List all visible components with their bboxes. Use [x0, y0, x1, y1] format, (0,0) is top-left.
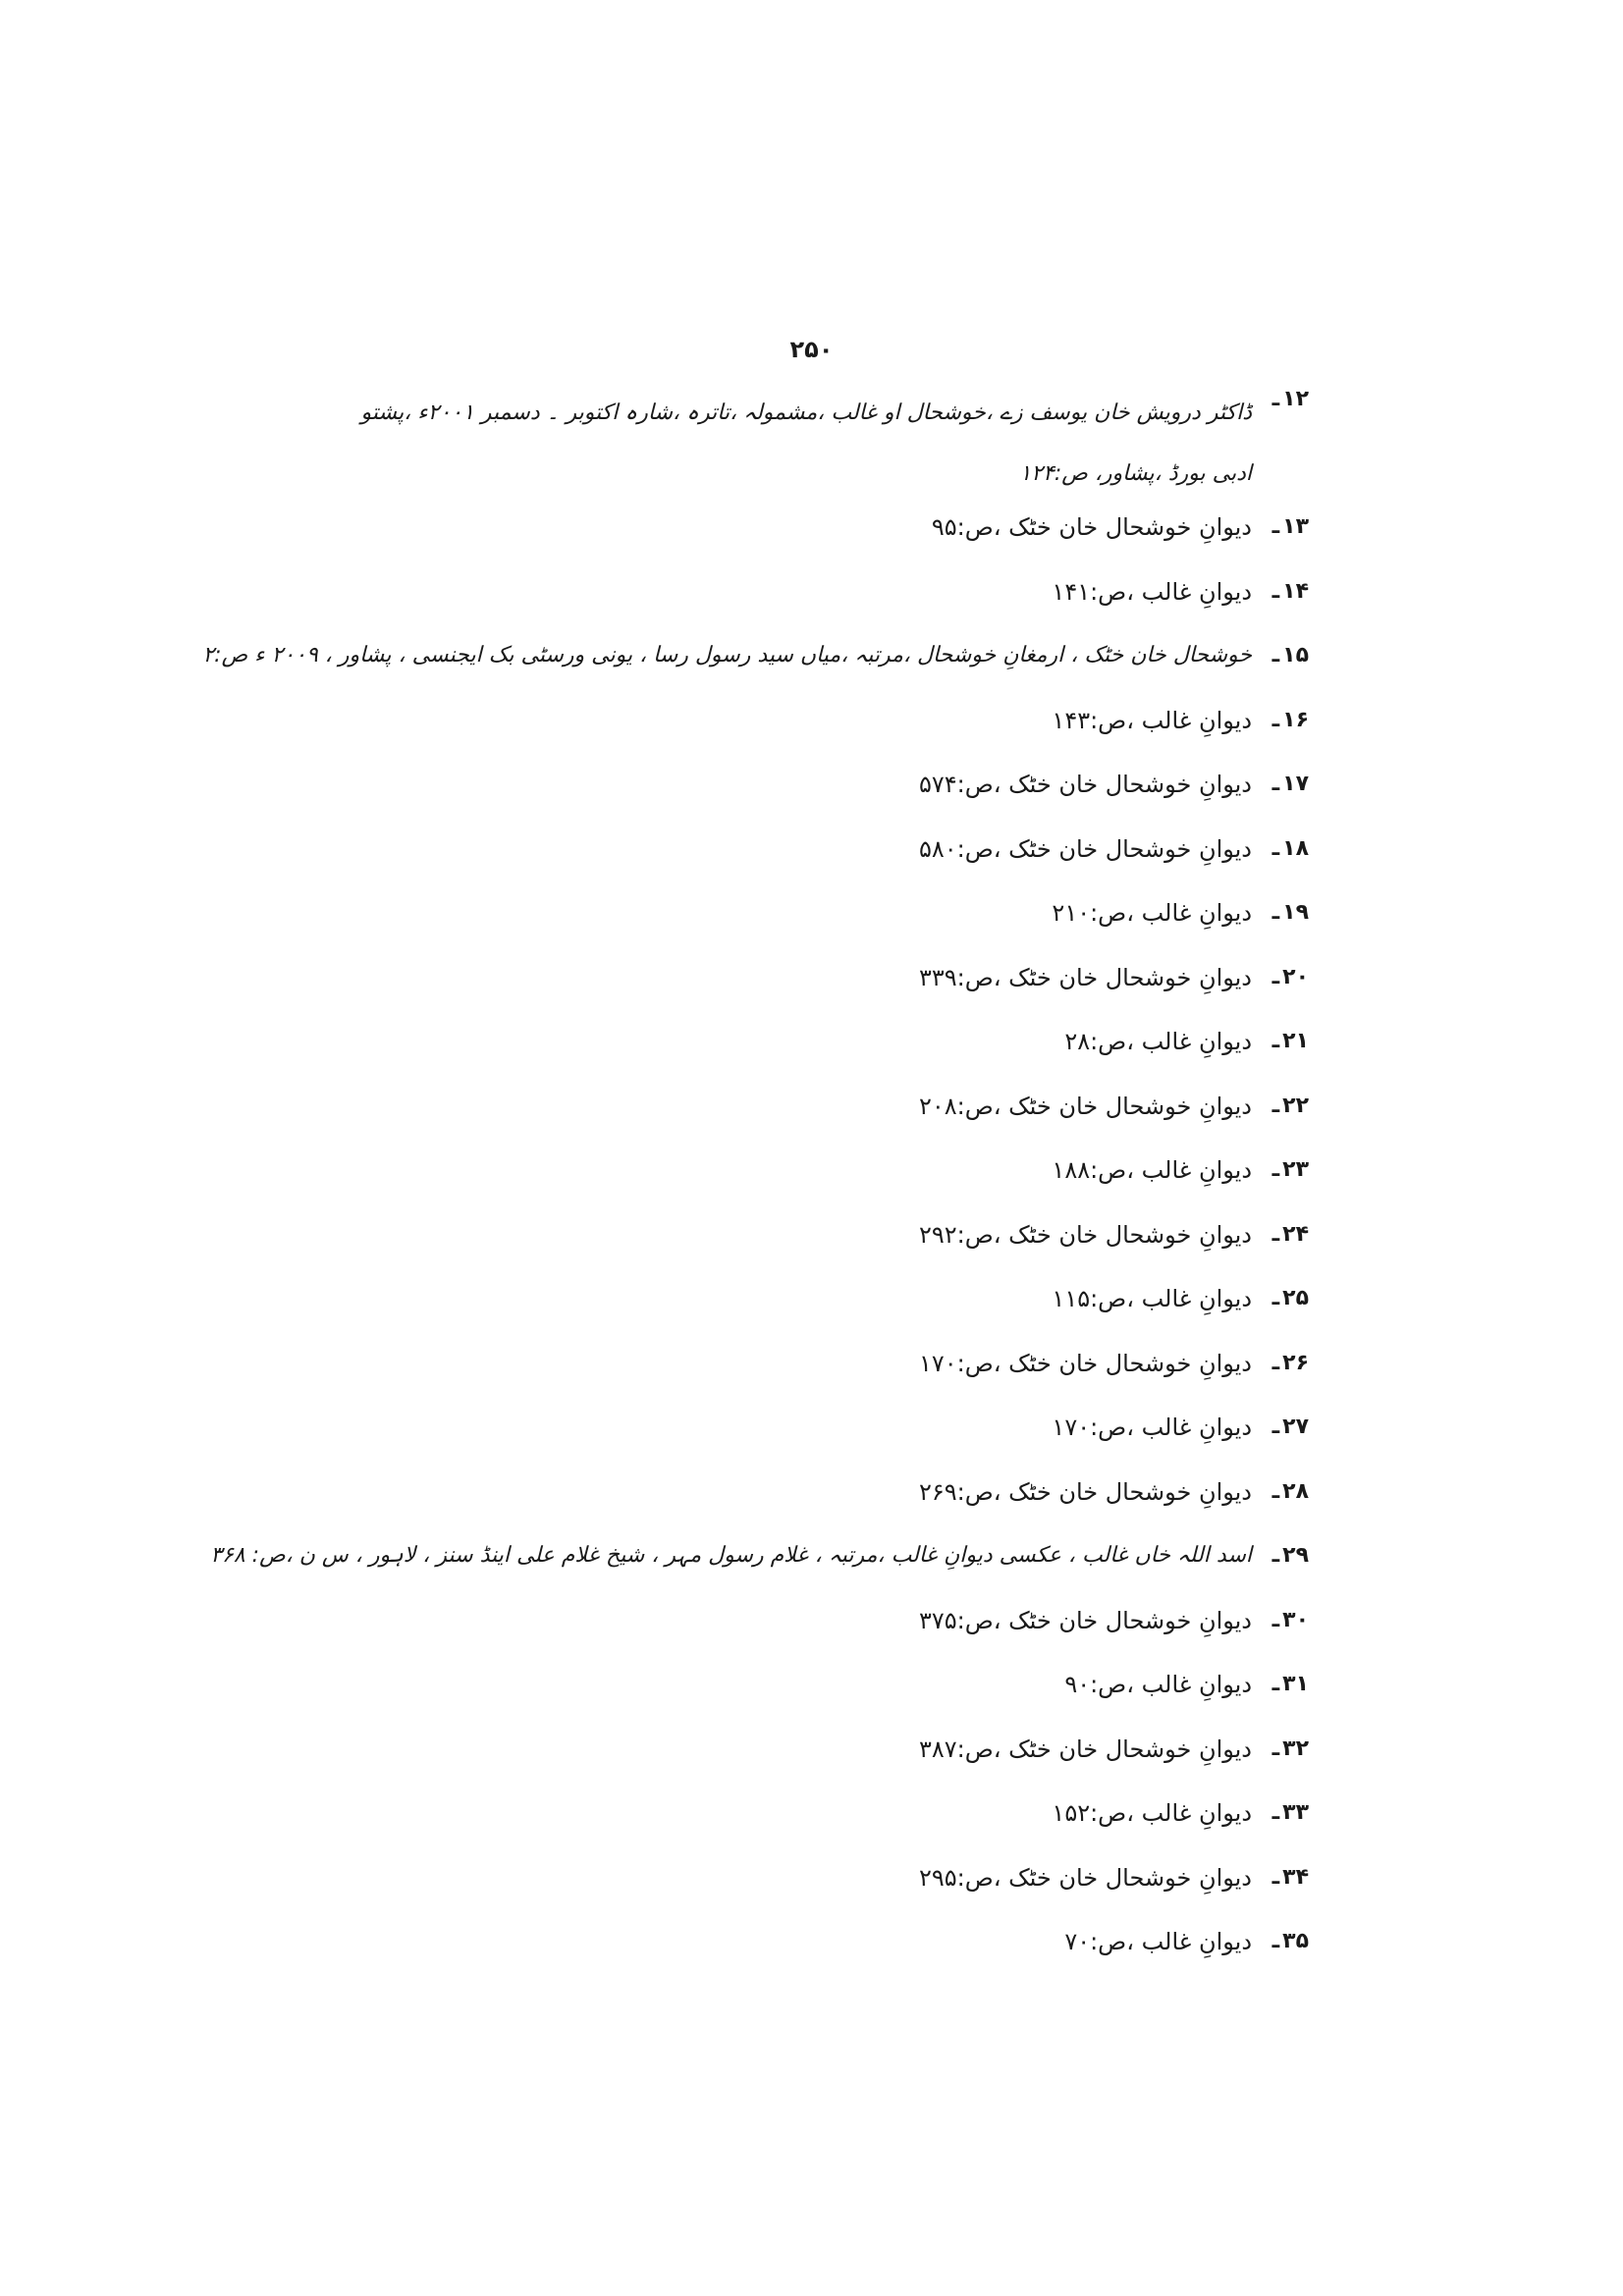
note-text: اسد اللہ خاں غالب ، عکسی دیوانِ غالب ،مرتبہ ، غلام رسول مہر ، شیخ غلام علی اینڈ سنز ، لاہور ، س ن ،ص: ۳۶۸ [210, 1543, 1252, 1568]
note-number: ۲۷ ـ [1252, 1411, 1309, 1444]
note-number: ۲۸ ـ [1252, 1475, 1309, 1509]
endnote-28 [307, 1475, 1309, 1540]
endnote-20 [307, 961, 1309, 1026]
note-text: دیوانِ خوشحال خان خٹک ،ص:۵۷۴ [918, 771, 1252, 798]
note-number: ۱۳ ـ [1252, 510, 1309, 544]
note-number: ۱۸ ـ [1252, 832, 1309, 866]
note-text: دیوانِ غالب ،ص:۱۴۳ [1052, 706, 1252, 734]
note-number: ۲۵ ـ [1252, 1282, 1309, 1315]
endnote-23 [307, 1153, 1309, 1218]
endnote-29 [210, 1539, 1309, 1604]
endnote-13 [307, 510, 1309, 575]
note-text: دیوانِ خوشحال خان خٹک ،ص:۱۷۰ [918, 1349, 1252, 1377]
note-number: ۱۵ ـ [1252, 639, 1309, 672]
endnote-12 [307, 383, 1309, 510]
endnote-33 [307, 1796, 1309, 1861]
note-number: ۳۳ ـ [1252, 1796, 1309, 1830]
note-number: ۲۳ ـ [1252, 1153, 1309, 1187]
note-text: دیوانِ خوشحال خان خٹک ،ص:۳۷۵ [918, 1606, 1252, 1634]
endnote-31 [307, 1668, 1309, 1733]
endnote-34 [307, 1861, 1309, 1926]
endnote-25 [307, 1282, 1309, 1347]
note-number: ۲۰ ـ [1252, 961, 1309, 994]
endnote-30 [307, 1604, 1309, 1669]
note-text: دیوانِ غالب ،ص:۷۰ [1064, 1928, 1252, 1955]
endnote-26 [307, 1347, 1309, 1412]
note-text: دیوانِ خوشحال خان خٹک ،ص:۳۸۷ [918, 1735, 1252, 1763]
note-text: دیوانِ خوشحال خان خٹک ،ص:۲۹۵ [918, 1863, 1252, 1892]
note-text: دیوانِ غالب ،ص:۹۰ [1064, 1671, 1252, 1698]
note-text: دیوانِ خوشحال خان خٹک ،ص:۲۶۹ [918, 1477, 1252, 1506]
note-number: ۱۷ ـ [1252, 768, 1309, 801]
note-number: ۳۱ ـ [1252, 1668, 1309, 1701]
note-text: دیوانِ غالب ،ص:۲۱۰ [1052, 899, 1252, 927]
endnote-19 [307, 896, 1309, 961]
note-number: ۱۹ ـ [1252, 896, 1309, 930]
endnote-18 [307, 832, 1309, 897]
note-text: خوشحال خان خٹک ، ارمغانِ خوشحال ،مرتبہ ،میاں سید رسول رسا ، یونی ورسٹی بک ایجنسی ، پشاور ، ۲۰۰۹ ء ص:۲ [202, 643, 1252, 667]
note-text: دیوانِ غالب ،ص:۱۷۰ [1052, 1414, 1252, 1441]
endnote-16 [307, 704, 1309, 769]
note-text: دیوانِ خوشحال خان خٹک ،ص:۹۵ [931, 513, 1252, 541]
note-text: ڈاکٹر درویش خان یوسف زے ،خوشحال او غالب ،مشمولہ ،تاترہ ،شارہ اکتوبر ۔ دسمبر ۲۰۰۱ء ،پشتو ادبی بورڈ ،پشاور، ص:۱۲۴ [360, 400, 1252, 486]
endnote-14 [307, 575, 1309, 640]
note-number: ۳۲ ـ [1252, 1733, 1309, 1766]
note-number: ۲۲ ـ [1252, 1090, 1309, 1123]
note-text: دیوانِ غالب ،ص:۱۴۱ [1052, 577, 1252, 606]
note-text: دیوانِ خوشحال خان خٹک ،ص:۵۸۰ [918, 834, 1252, 863]
endnote-32 [307, 1733, 1309, 1797]
endnote-17 [307, 768, 1309, 832]
note-number: ۳۰ ـ [1252, 1604, 1309, 1637]
note-number: ۱۴ ـ [1252, 575, 1309, 609]
note-number: ۱۲ ـ [1252, 383, 1309, 416]
note-text: دیوانِ خوشحال خان خٹک ،ص:۲۹۲ [918, 1220, 1252, 1249]
note-number: ۳۴ ـ [1252, 1861, 1309, 1895]
note-text: دیوانِ غالب ،ص:۲۸ [1064, 1028, 1252, 1055]
endnote-21 [307, 1025, 1309, 1090]
page-number: ۲۵۰ [789, 336, 834, 363]
note-number: ۱۶ ـ [1252, 704, 1309, 737]
endnote-22 [307, 1090, 1309, 1154]
note-number: ۲۴ ـ [1252, 1218, 1309, 1252]
note-number: ۲۶ ـ [1252, 1347, 1309, 1380]
endnotes-list [202, 383, 1309, 1990]
note-number: ۲۱ ـ [1252, 1025, 1309, 1058]
note-text: دیوانِ غالب ،ص:۱۱۵ [1052, 1285, 1252, 1312]
endnote-15 [202, 639, 1309, 704]
note-number: ۳۵ ـ [1252, 1925, 1309, 1958]
note-text: دیوانِ غالب ،ص:۱۸۸ [1052, 1156, 1252, 1184]
endnote-24 [307, 1218, 1309, 1283]
endnote-35 [307, 1925, 1309, 1990]
endnote-27 [307, 1411, 1309, 1475]
note-text: دیوانِ غالب ،ص:۱۵۲ [1052, 1799, 1252, 1827]
note-text: دیوانِ خوشحال خان خٹک ،ص:۳۳۹ [918, 963, 1252, 991]
note-text: دیوانِ خوشحال خان خٹک ،ص:۲۰۸ [918, 1092, 1252, 1120]
note-number: ۲۹ ـ [1252, 1539, 1309, 1573]
